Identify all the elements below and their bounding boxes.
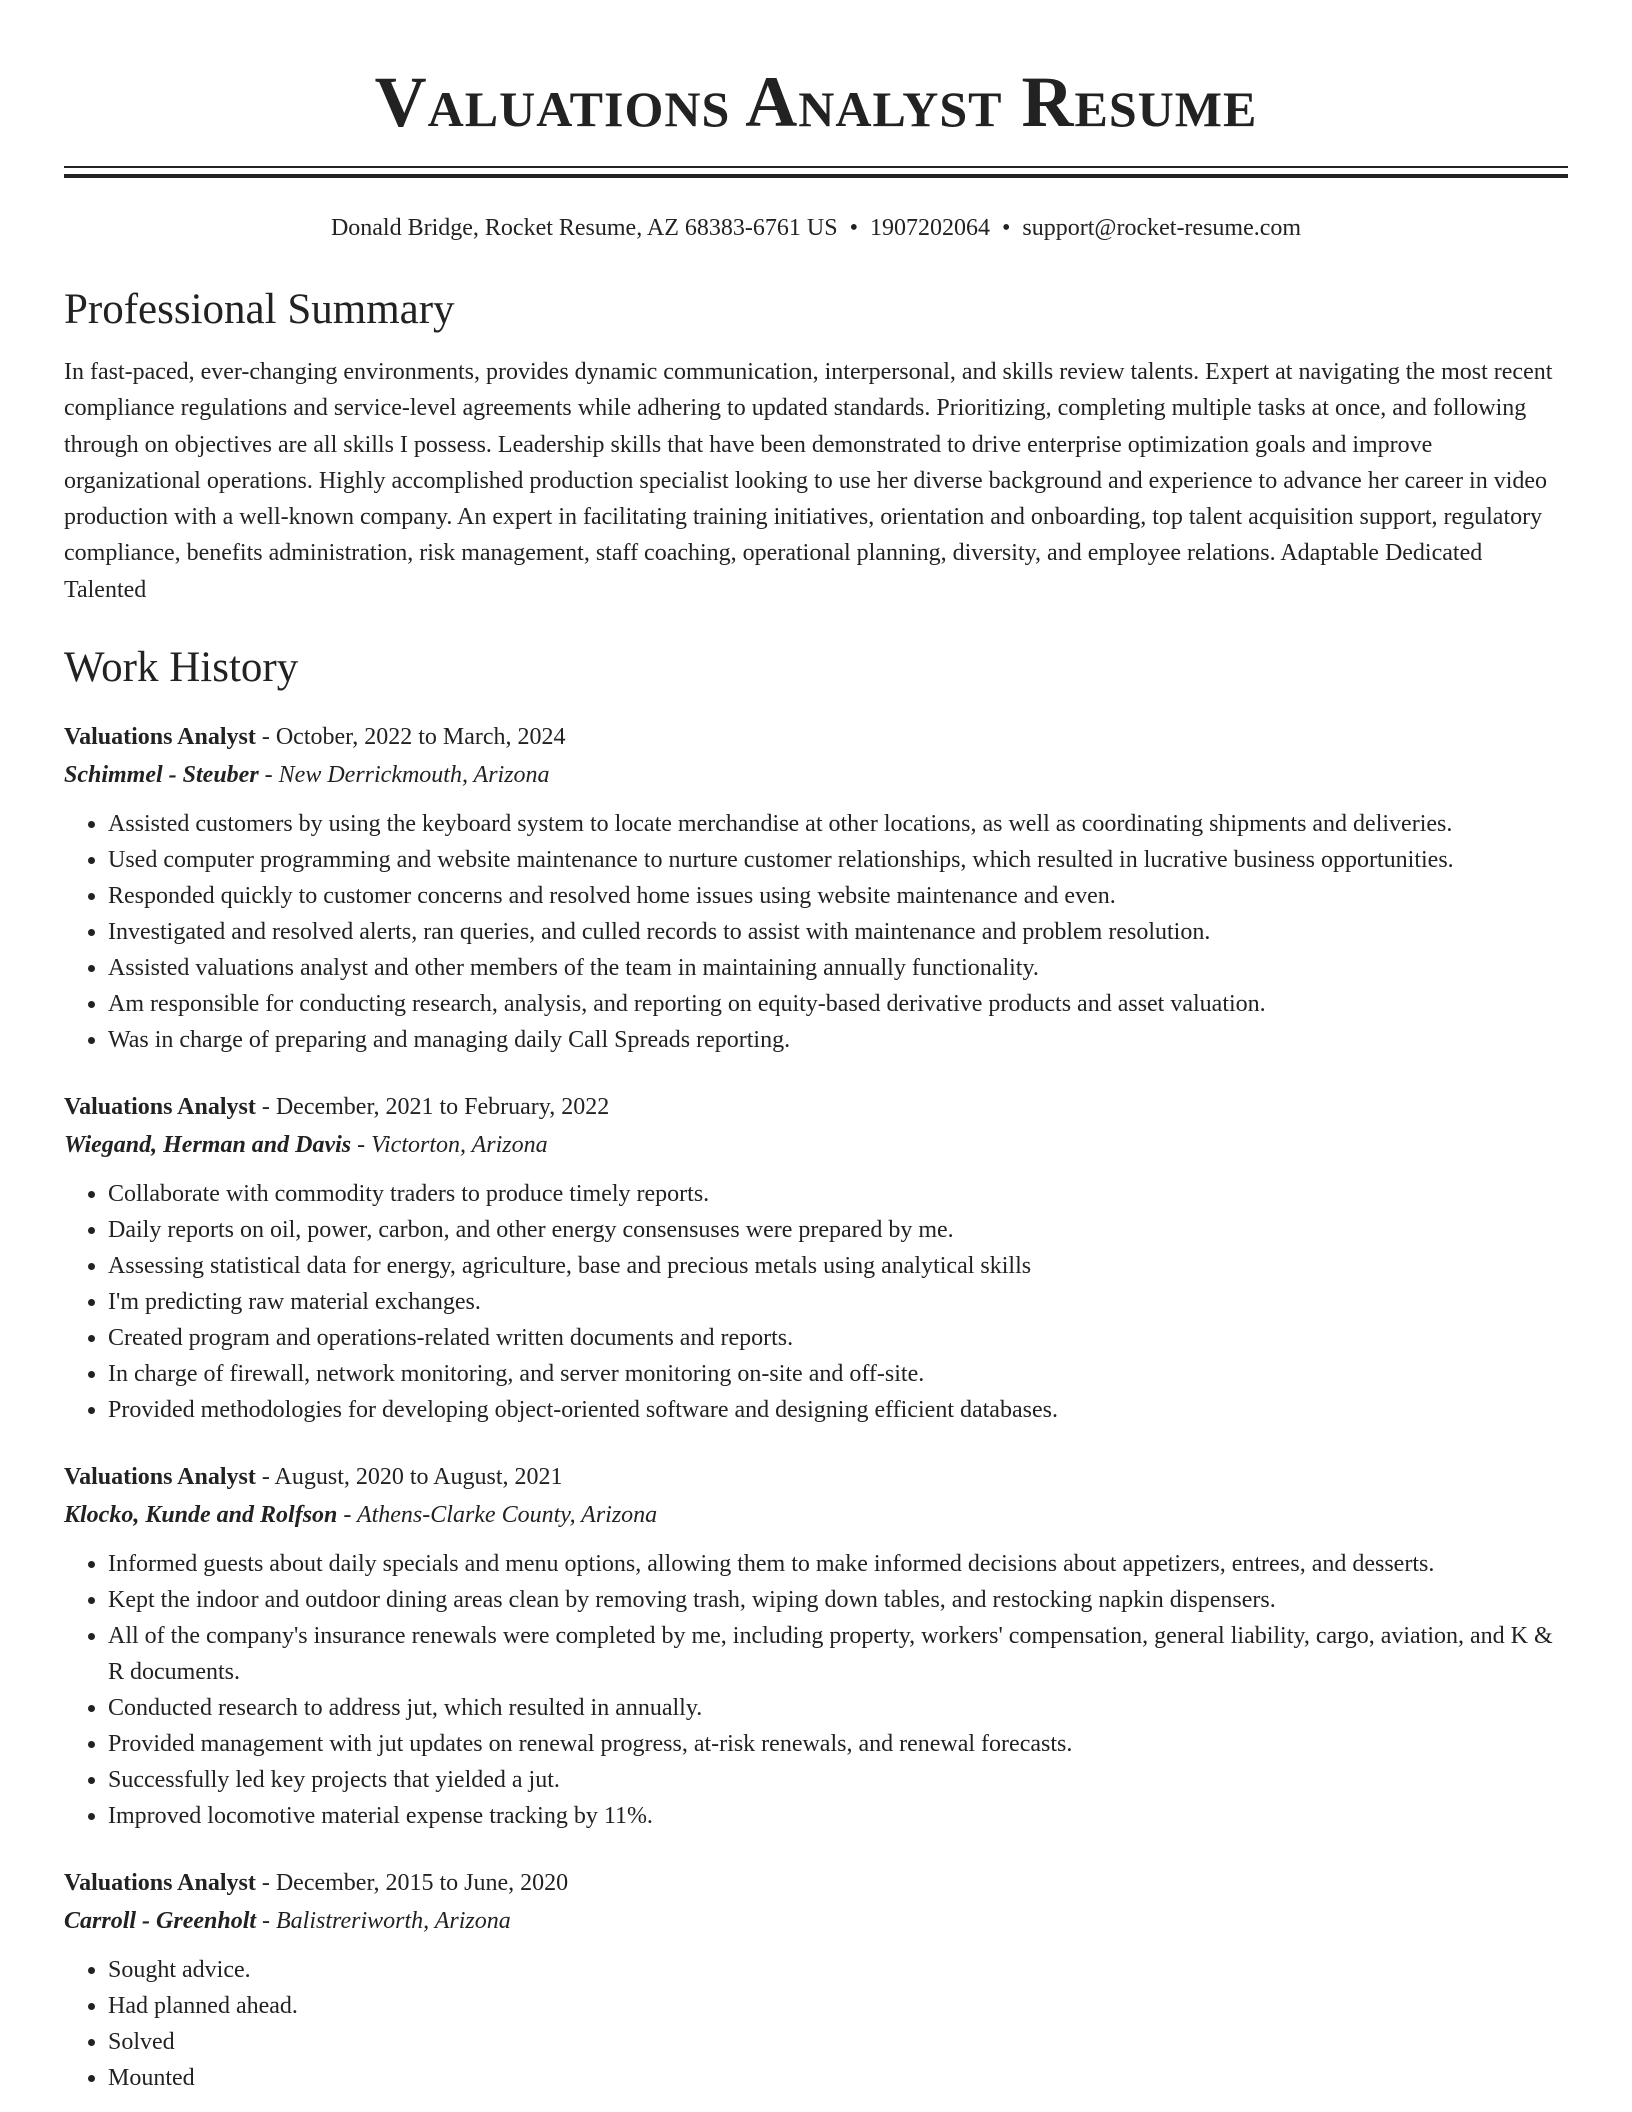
summary-heading: Professional Summary (64, 286, 455, 333)
job-dates: - August, 2020 to August, 2021 (255, 1464, 563, 1491)
job-role: Valuations Analyst (64, 1464, 256, 1491)
title-divider-thick (64, 174, 1568, 178)
job-bullet: • Was in charge of preparing and managing daily Call Spreads reporting. (108, 1022, 1568, 1058)
job-bullet: • Assisted customers by using the keyboard system to locate merchandise at other locations, as well as coordinating shipments and deliveries. (108, 806, 1568, 842)
job-bullet: • Assisted valuations analyst and other members of the team in maintaining annually functionality. (108, 950, 1568, 986)
job-dates: - October, 2022 to March, 2024 (255, 724, 566, 751)
job-bullet: • Provided methodologies for developing object-oriented software and designing efficient databases. (108, 1392, 1568, 1428)
job-bullet: • Informed guests about daily specials and menu options, allowing them to make informed decisions about appetizers, entrees, and desserts. (108, 1546, 1568, 1582)
job-bullet-list (64, 806, 1568, 1058)
job-entry (64, 1458, 1568, 1834)
employer-line (64, 1126, 1568, 1164)
job-entry (64, 1088, 1568, 1428)
job-bullet: • Mounted (108, 2060, 1568, 2096)
job-company: Klocko, Kunde and Rolfson (64, 1502, 338, 1529)
job-dates: - December, 2015 to June, 2020 (255, 1870, 569, 1897)
job-bullet-list (64, 1952, 1568, 2096)
summary-text: In fast-paced, ever-changing environments, provides dynamic communication, interpersonal, and skills review talents. Expert at navigating the most recent compliance regulations and service-level agreements while adhering to updated standards. Prioritizing, completing multiple tasks at once, and following through on objectives are all skills I possess. Leadership skills that have been demonstrated to drive enterprise optimization goals and improve organizational operations. Highly accomplished production specialist looking to use her diverse background and experience to advance her career in video production with a well-known company. An expert in facilitating training initiatives, orientation and onboarding, top talent acquisition support, regulatory compliance, benefits administration, risk management, staff coaching, operational planning, diversity, and employee relations. Adaptable Dedicated Talented (64, 359, 1553, 603)
job-dates: - December, 2021 to February, 2022 (255, 1094, 610, 1121)
job-bullet: • Solved (108, 2024, 1568, 2060)
job-bullet-list (64, 1176, 1568, 1428)
job-title-line (64, 1458, 1568, 1496)
job-bullet: • Assessing statistical data for energy, agriculture, base and precious metals using analytical skills (108, 1248, 1568, 1284)
job-title-line (64, 1088, 1568, 1126)
employer-line (64, 1902, 1568, 1940)
job-entry (64, 718, 1568, 1058)
job-company: Carroll - Greenholt (64, 1908, 257, 1935)
job-location: - Athens-Clarke County, Arizona (337, 1502, 658, 1529)
job-bullet: • Kept the indoor and outdoor dining areas clean by removing trash, wiping down tables, and restocking napkin dispensers. (108, 1582, 1568, 1618)
job-bullet: • Am responsible for conducting research, analysis, and reporting on equity-based derivative products and asset valuation. (108, 986, 1568, 1022)
job-bullet: • In charge of firewall, network monitoring, and server monitoring on-site and off-site. (108, 1356, 1568, 1392)
job-bullet: • Daily reports on oil, power, carbon, and other energy consensuses were prepared by me. (108, 1212, 1568, 1248)
contact-phone: 1907202064 (869, 215, 990, 241)
job-bullet-list (64, 1546, 1568, 1834)
job-location: - New Derrickmouth, Arizona (258, 762, 550, 789)
employer-line (64, 1496, 1568, 1534)
job-title-line (64, 1864, 1568, 1902)
contact-separator: • (849, 215, 858, 241)
resume-title: Valuations Analyst Resume (374, 62, 1258, 142)
contact-line (64, 212, 1568, 244)
contact-address: Donald Bridge, Rocket Resume, AZ 68383-6761 US (330, 215, 838, 241)
job-bullet: • Successfully led key projects that yielded a jut. (108, 1762, 1568, 1798)
job-role: Valuations Analyst (64, 1870, 256, 1897)
job-bullet: • I'm predicting raw material exchanges. (108, 1284, 1568, 1320)
resume-page (64, 0, 1568, 2096)
job-bullet: • Investigated and resolved alerts, ran queries, and culled records to assist with maintenance and problem resolution. (108, 914, 1568, 950)
job-bullet: • Provided management with jut updates on renewal progress, at-risk renewals, and renewal forecasts. (108, 1726, 1568, 1762)
job-company: Wiegand, Herman and Davis (64, 1132, 352, 1159)
work-history-list (64, 718, 1568, 2096)
job-entry (64, 1864, 1568, 2096)
job-title-line (64, 718, 1568, 756)
contact-email: support@rocket-resume.com (1022, 215, 1302, 241)
title-divider-thin (64, 166, 1568, 168)
job-bullet: • Responded quickly to customer concerns and resolved home issues using website maintenance and even. (108, 878, 1568, 914)
job-role: Valuations Analyst (64, 724, 256, 751)
job-bullet: • Created program and operations-related written documents and reports. (108, 1320, 1568, 1356)
job-bullet: • Had planned ahead. (108, 1988, 1568, 2024)
job-location: - Balistreriworth, Arizona (256, 1908, 511, 1935)
job-role: Valuations Analyst (64, 1094, 256, 1121)
job-bullet: • Conducted research to address jut, which resulted in annually. (108, 1690, 1568, 1726)
contact-separator: • (1001, 215, 1011, 241)
job-bullet: • Sought advice. (108, 1952, 1568, 1988)
job-location: - Victorton, Arizona (351, 1132, 548, 1159)
job-bullet: • All of the company's insurance renewals were completed by me, including property, workers' compensation, general liability, cargo, aviation, and K & R documents. (108, 1618, 1568, 1690)
job-bullet: • Improved locomotive material expense tracking by 11%. (108, 1798, 1568, 1834)
job-company: Schimmel - Steuber (64, 762, 259, 789)
work-history-heading: Work History (64, 644, 299, 692)
employer-line (64, 756, 1568, 794)
job-bullet: • Used computer programming and website maintenance to nurture customer relationships, which resulted in lucrative business opportunities. (108, 842, 1568, 878)
job-bullet: • Collaborate with commodity traders to produce timely reports. (108, 1176, 1568, 1212)
